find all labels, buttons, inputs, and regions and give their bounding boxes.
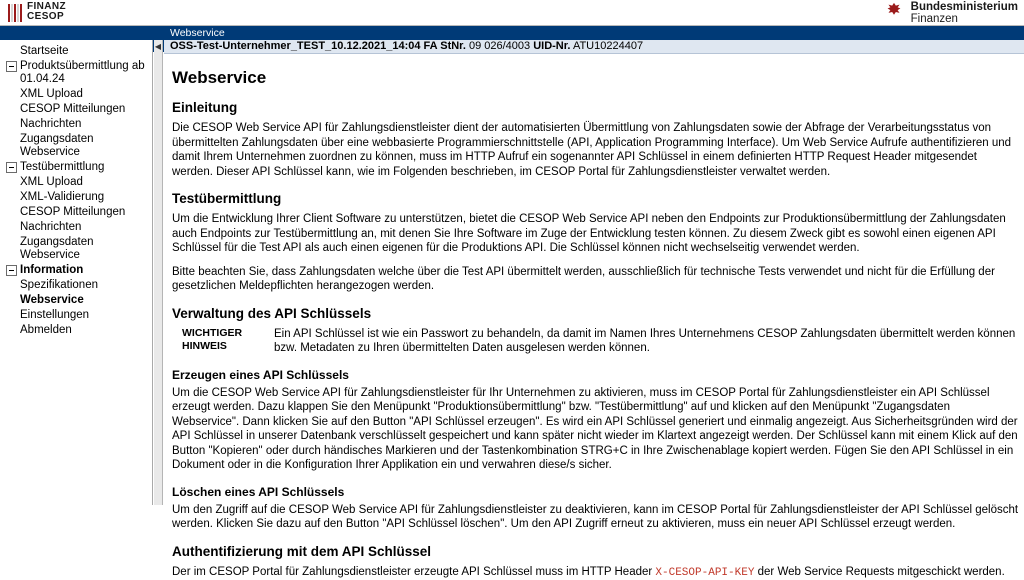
breadcrumb: Webservice	[170, 27, 225, 39]
sidebar-item-zugangsdaten-webservice-prod[interactable]	[0, 132, 152, 160]
sidebar-item-abmelden[interactable]	[0, 323, 152, 338]
context-uid-label: UID-Nr.	[533, 40, 570, 52]
sidebar-item-label: CESOP Mitteilungen	[20, 206, 125, 219]
sidebar-item-testuebermittlung[interactable]	[0, 160, 152, 175]
auth-text-before: Der im CESOP Portal für Zahlungsdienstleister erzeugte API Schlüssel muss im HTTP Header	[172, 566, 655, 578]
notice-text: Ein API Schlüssel ist wie ein Passwort zu behandeln, da damit im Namen Ihres Unternehmens CESOP Zahlungsdaten übermittelt werden können bzw. Metadaten zu Ihren übermittelten Daten ausgelesen werden können.	[274, 327, 1020, 356]
collapse-toggle-icon[interactable]	[6, 61, 17, 72]
sidebar-item-label: XML Upload	[20, 88, 83, 101]
sidebar-collapse-handle[interactable]	[154, 40, 163, 505]
context-uid: ATU10224407	[573, 40, 643, 52]
sidebar-item-label: Nachrichten	[20, 221, 81, 234]
logo-line-1: FINANZ	[27, 2, 66, 12]
top-banner	[0, 0, 1024, 26]
sidebar-item-label: Abmelden	[20, 324, 72, 337]
sidebar-item-xml-validierung[interactable]	[0, 190, 152, 205]
paragraph-test-1: Um die Entwicklung Ihrer Client Software zu unterstützen, bietet die CESOP Web Service API neben den Endpoints zur Produktionsübermittlung der Zahlungsdaten auch Endpoints zur Testübermittlung an, mit denen Sie Ihre Software im Zuge der Entwicklung testen können. Zu diesem Zweck gibt es sowohl einen eigenen API Schlüssel für die Test API als auch einen eigenen für die Produktions API. Die Schlüssel können nicht wechselseitig verwendet werden.	[172, 212, 1020, 256]
sidebar-item-label: Information	[20, 264, 83, 277]
sidebar-item-nachrichten-prod[interactable]	[0, 117, 152, 132]
sidebar-item-webservice[interactable]	[0, 293, 152, 308]
logo-line-2: CESOP	[27, 12, 66, 22]
sidebar-item-label: Zugangsdaten Webservice	[20, 133, 150, 159]
section-heading-einleitung: Einleitung	[172, 100, 1020, 115]
paragraph-authentifizierung	[172, 565, 1020, 580]
paragraph-test-2: Bitte beachten Sie, dass Zahlungsdaten welche über die Test API übermittelt werden, ausschließlich für technische Tests verwendet und nicht für die Erfüllung der gesetzlichen Meldepflichten herangezogen werden.	[172, 265, 1020, 294]
sidebar-item-xml-upload-prod[interactable]	[0, 87, 152, 102]
sidebar-item-label: Testübermittlung	[20, 161, 104, 174]
notice-label: WICHTIGER HINWEIS	[172, 327, 264, 356]
sidebar	[0, 40, 153, 505]
section-heading-erzeugen: Erzeugen eines API Schlüssels	[172, 368, 1020, 382]
ministry-line-2: Finanzen	[911, 13, 1018, 25]
breadcrumb-bar	[0, 26, 1024, 40]
sidebar-item-zugangsdaten-webservice-test[interactable]	[0, 235, 152, 263]
sidebar-item-label: Nachrichten	[20, 118, 81, 131]
eagle-icon	[883, 1, 905, 23]
sidebar-item-nachrichten-test[interactable]	[0, 220, 152, 235]
sidebar-item-produktsuebermittlung[interactable]	[0, 59, 152, 87]
user-context-bar	[164, 40, 1024, 54]
sidebar-item-label: Produktsübermittlung ab 01.04.24	[20, 60, 150, 86]
sidebar-item-cesop-mitteilungen-prod[interactable]	[0, 102, 152, 117]
sidebar-item-xml-upload-test[interactable]	[0, 175, 152, 190]
context-stnr: 09 026/4003	[469, 40, 530, 52]
paragraph-erzeugen: Um die CESOP Web Service API für Zahlungsdienstleister für Ihr Unternehmen zu aktivieren, muss im CESOP Portal für Zahlungsdienstleister ein API Schlüssel erzeugt werden. Dazu klappen Sie den Menüpunkt "Produktionsübermittlung" bzw. "Testübermittlung" auf und klicken auf den Menüpunkt "Zugangsdaten Webservice". Dann klicken Sie auf den Button "API Schlüssel erzeugen". Es wird ein API Schlüssel generiert und einmalig angezeigt. Aus Sicherheitsgründen wird der API Schlüssel in unserer Datenbank verschlüsselt gespeichert und kann später nicht wieder im Klartext angezeigt werden. Der Schlüssel kann mit einem Klick auf den Button "Kopieren" oder durch händisches Markieren und der Tastenkombination STRG+C in Ihre Zwischenablage kopiert werden. Fügen Sie den API Schlüssel in ein Dokument oder in die Konfiguration Ihrer Applikation ein und verwahren diese/s sicher.	[172, 386, 1020, 473]
auth-text-after: der Web Service Requests mitgeschickt werden.	[754, 566, 1004, 578]
ministry-line-1: Bundesministerium	[911, 1, 1018, 13]
api-key-header-code: X-CESOP-API-KEY	[655, 567, 754, 579]
context-company: OSS-Test-Unternehmer_TEST_10.12.2021_14:04 FA StNr.	[170, 40, 466, 52]
sidebar-item-label: Spezifikationen	[20, 279, 98, 292]
ministry-logo	[883, 1, 1018, 25]
sidebar-item-einstellungen[interactable]	[0, 308, 152, 323]
sidebar-item-label: XML Upload	[20, 176, 83, 189]
sidebar-item-label: Einstellungen	[20, 309, 89, 322]
paragraph-einleitung: Die CESOP Web Service API für Zahlungsdienstleister dient der automatisierten Übermittlung von Zahlungsdaten sowie der Abfrage der Verarbeitungsstatus von übermittelten Zahlungsdaten über eine webbasierte Programmierschnittstelle (API, Application Programming Interface). Um Web Service Aufrufe authentifizieren und damit Ihrem Unternehmen zuordnen zu können, muss im HTTP Aufruf ein sogenannter API Schlüssel in einem definierten HTTP Request Header mitgesendet werden. Dieser API Schlüssel kann, wie im Folgenden beschrieben, im CESOP Portal für Zahlungsdienstleister verwaltet werden.	[172, 121, 1020, 179]
flag-bars-icon	[8, 2, 22, 22]
sidebar-item-label: Startseite	[20, 45, 69, 58]
main-content	[164, 40, 1024, 505]
section-heading-testuebermittlung: Testübermittlung	[172, 191, 1020, 206]
sidebar-item-label: Zugangsdaten Webservice	[20, 236, 150, 262]
sidebar-item-information[interactable]	[0, 263, 152, 278]
important-notice	[172, 327, 1020, 356]
sidebar-item-label: Webservice	[20, 294, 84, 307]
sidebar-item-label: CESOP Mitteilungen	[20, 103, 125, 116]
document-body	[164, 54, 1024, 580]
chevron-left-icon: ◀	[155, 42, 161, 51]
finanz-logo	[8, 2, 66, 22]
sidebar-item-cesop-mitteilungen-test[interactable]	[0, 205, 152, 220]
page-title: Webservice	[172, 68, 1020, 88]
sidebar-item-spezifikationen[interactable]	[0, 278, 152, 293]
sidebar-item-label: XML-Validierung	[20, 191, 104, 204]
section-heading-verwaltung: Verwaltung des API Schlüssels	[172, 306, 1020, 321]
paragraph-loeschen: Um den Zugriff auf die CESOP Web Service API für Zahlungsdienstleister zu deaktivieren, kann im CESOP Portal für Zahlungsdienstleister der API Schlüssel gelöscht werden. Klicken Sie dazu auf den Button "API Schlüssel löschen". Um den API Zugriff erneut zu aktivieren, muss ein neuer API Schlüssel erzeugt werden.	[172, 503, 1020, 532]
collapse-toggle-icon[interactable]	[6, 162, 17, 173]
collapse-toggle-icon[interactable]	[6, 265, 17, 276]
section-heading-authentifizierung: Authentifizierung mit dem API Schlüssel	[172, 544, 1020, 559]
sidebar-item-startseite[interactable]	[0, 44, 152, 59]
section-heading-loeschen: Löschen eines API Schlüssels	[172, 485, 1020, 499]
